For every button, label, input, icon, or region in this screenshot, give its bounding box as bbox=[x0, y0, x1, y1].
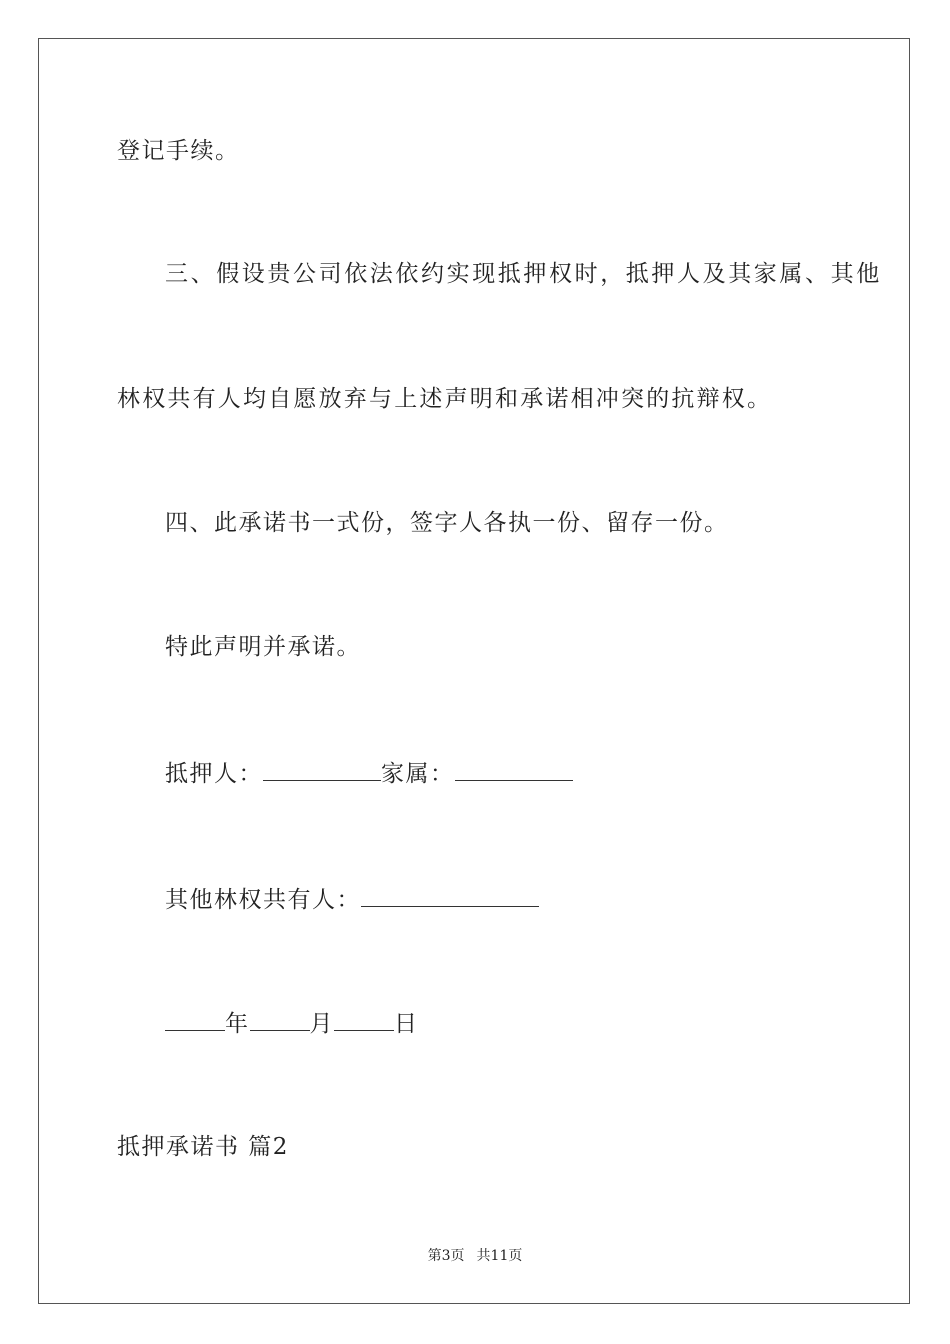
day-blank[interactable] bbox=[334, 1008, 394, 1031]
paragraph-clause-3: 三、假设贵公司依法依约实现抵押权时，抵押人及其家属、其他 bbox=[165, 261, 882, 287]
paragraph-clause-4: 四、此承诺书一式份，签字人各执一份、留存一份。 bbox=[165, 510, 729, 536]
section-title: 抵押承诺书 篇2 bbox=[117, 1134, 289, 1160]
day-label: 日 bbox=[394, 1011, 419, 1037]
page-border bbox=[38, 38, 910, 1304]
family-signature-blank[interactable] bbox=[455, 758, 573, 781]
signature-row-mortgagor bbox=[165, 758, 573, 789]
mortgagor-signature-blank[interactable] bbox=[263, 758, 381, 781]
month-label: 月 bbox=[309, 1011, 334, 1037]
family-label: 家属： bbox=[381, 761, 455, 787]
paragraph-line: 登记手续。 bbox=[117, 138, 240, 164]
page-footer bbox=[0, 1247, 950, 1265]
co-owner-label: 其他林权共有人： bbox=[165, 887, 361, 913]
month-blank[interactable] bbox=[250, 1008, 310, 1031]
signature-row-co-owner bbox=[165, 884, 539, 915]
declaration-statement: 特此声明并承诺。 bbox=[165, 634, 361, 660]
date-row bbox=[165, 1008, 419, 1039]
year-blank[interactable] bbox=[165, 1008, 225, 1031]
mortgagor-label: 抵押人： bbox=[165, 761, 263, 787]
page-total: 共11页 bbox=[476, 1248, 523, 1264]
page-current: 第3页 bbox=[427, 1248, 465, 1264]
paragraph-clause-3-continued: 林权共有人均自愿放弃与上述声明和承诺相冲突的抗辩权。 bbox=[117, 386, 773, 412]
year-label: 年 bbox=[225, 1011, 250, 1037]
co-owner-signature-blank[interactable] bbox=[361, 884, 539, 907]
